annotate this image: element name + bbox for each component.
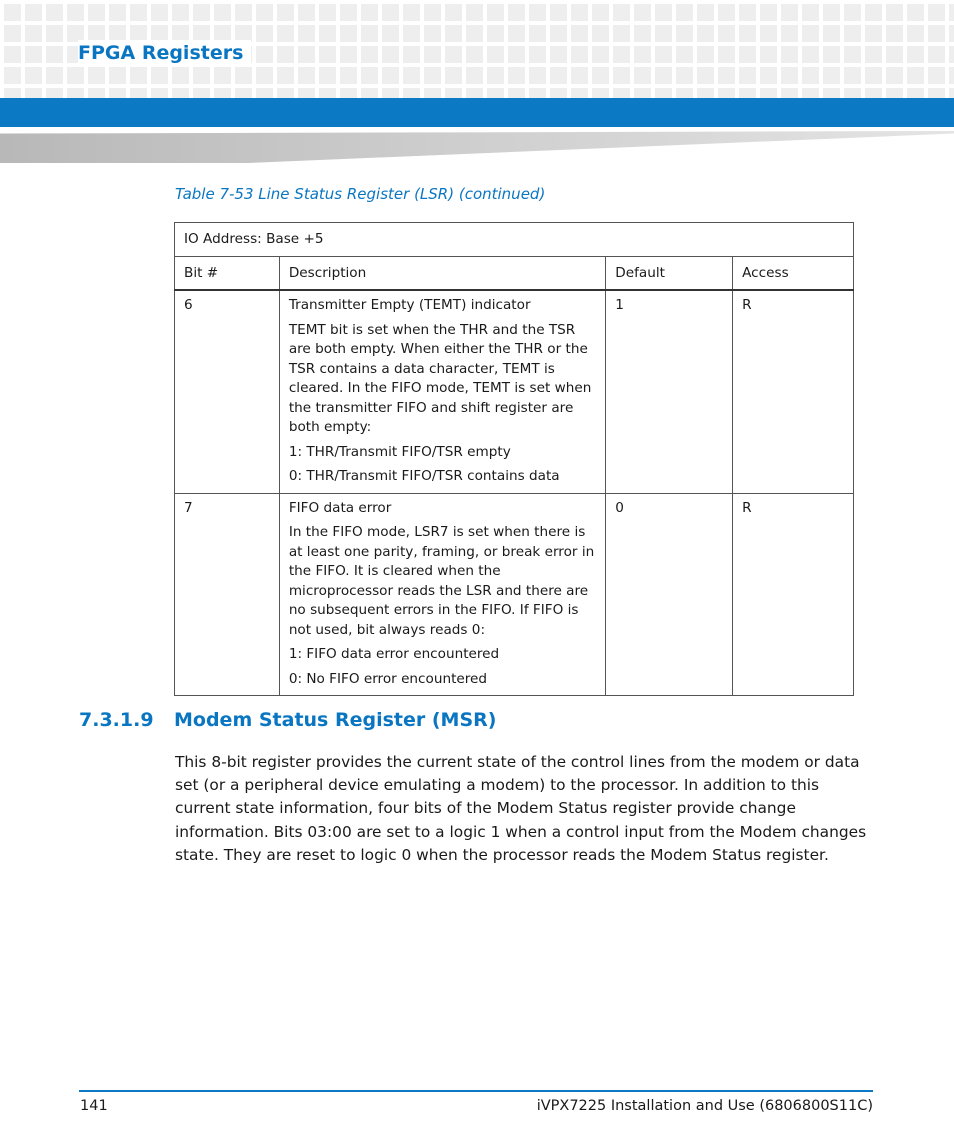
description-text: TEMT bit is set when the THR and the TSR are both empty. When either the THR or the TSR contains a data character, TEMT is cleared. In the FIFO mode, TEMT is set when the transmitter FIFO and shift register are both empty: xyxy=(288,321,592,435)
section-number: 7.3.1.9 xyxy=(79,709,154,731)
column-header-bit: Bit # xyxy=(175,256,280,290)
description-option-1: 1: THR/Transmit FIFO/TSR empty xyxy=(288,443,511,460)
section-body-paragraph: This 8-bit register provides the current state of the control lines from the modem or data set (or a peripheral device emulating a modem) to the processor. In addition to this current state information, four bits of the Modem Status register provide change information. Bits 03:00 are set to a logic 1 when a control input from the Modem changes state. They are reset to logic 0 when the processor reads the Modem Status register. xyxy=(175,753,867,864)
footer-document-title: iVPX7225 Installation and Use (6806800S11C) xyxy=(536,1098,873,1114)
io-address-cell: IO Address: Base +5 xyxy=(175,223,854,257)
bit-cell: 7 xyxy=(175,493,280,696)
description-option-1: 1: FIFO data error encountered xyxy=(288,646,500,662)
description-title: Transmitter Empty (TEMT) indicator xyxy=(288,297,531,313)
header-blue-bar xyxy=(0,98,954,127)
description-title: FIFO data error xyxy=(288,499,392,516)
access-cell: R xyxy=(733,290,854,493)
bit-cell: 6 xyxy=(175,290,280,493)
page-header-title: FPGA Registers xyxy=(78,40,251,66)
description-option-0: 0: No FIFO error encountered xyxy=(288,670,488,687)
header-gray-swoosh xyxy=(0,131,954,163)
section-title: Modem Status Register (MSR) xyxy=(174,709,497,731)
access-cell: R xyxy=(733,493,854,696)
description-text: In the FIFO mode, LSR7 is set when there is at least one parity, framing, or break error in the FIFO. It is cleared when the microprocessor reads the LSR and there are no subsequent errors in the FIFO. If FIFO is not used, bit always reads 0: xyxy=(288,524,595,638)
table-row xyxy=(175,290,854,493)
description-option-0: 0: THR/Transmit FIFO/TSR contains data xyxy=(288,468,560,484)
footer-page-number: 141 xyxy=(80,1098,108,1114)
footer-rule xyxy=(79,1090,873,1092)
section-heading xyxy=(79,709,496,731)
column-header-description: Description xyxy=(279,256,605,290)
register-table xyxy=(174,222,854,696)
default-cell: 1 xyxy=(606,290,733,493)
table-caption: Table 7-53 Line Status Register (LSR) (continued) xyxy=(175,185,546,203)
description-cell xyxy=(279,493,605,696)
table-address-row xyxy=(175,223,854,257)
table-row xyxy=(175,493,854,696)
column-header-access: Access xyxy=(733,256,854,290)
description-cell xyxy=(279,290,605,493)
column-header-default: Default xyxy=(606,256,733,290)
table-header-row xyxy=(175,256,854,290)
default-cell: 0 xyxy=(606,493,733,696)
